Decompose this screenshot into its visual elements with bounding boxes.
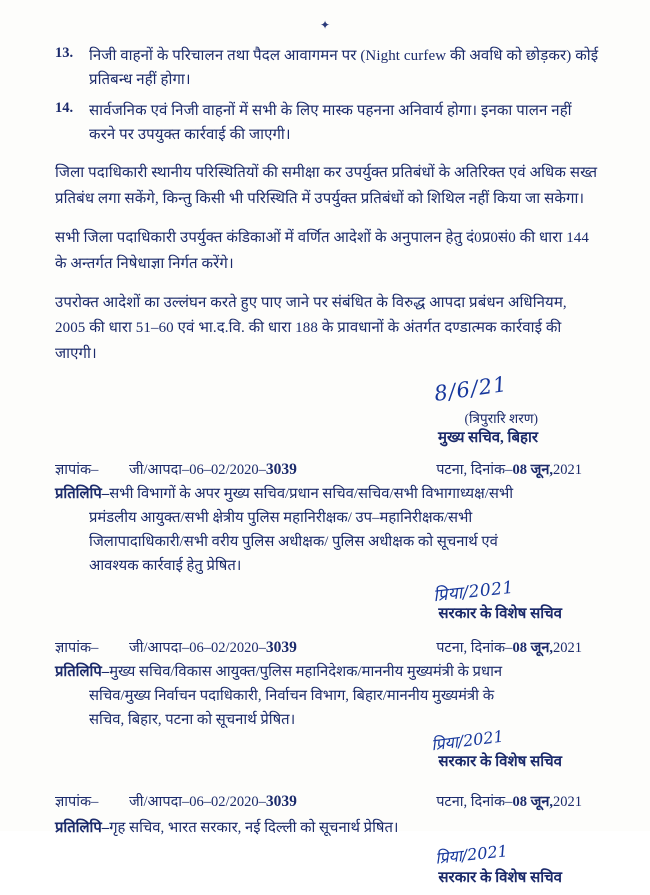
handwritten-signature: प्रिया/2021 <box>430 726 505 754</box>
copy-line: जिलापादाधिकारी/सभी वरीय पुलिस अधीक्षक/ पुलिस अधीक्षक को सूचनार्थ एवं <box>89 533 498 550</box>
list-item-number: 14. <box>55 99 74 116</box>
memo-place: पटना, दिनांक– <box>436 793 513 810</box>
memo-ref: जी/आपदा–06–02/2020– <box>129 639 266 656</box>
paragraph-review-restrictions: जिला पदाधिकारी स्थानीय परिस्थितियों की समीक्षा कर उपर्युक्त प्रतिबंधों के अतिरिक्त एवं अधिक सख्त प्रतिबंध लगा सकेंगे, किन्तु किसी भी परिस्थिति में उपर्युक्त प्रतिबंधों को शिथिल नहीं किया जा सकेगा। <box>55 165 598 207</box>
memo-place: पटना, दिनांक– <box>436 639 513 656</box>
paragraph-penalty: उपरोक्त आदेशों का उल्लंघन करते हुए पाए जाने पर संबंधित के विरुद्ध आपदा प्रबंधन अधिनियम, 2005 की धारा 51–60 एवं भा.द.वि. की धारा 188 के प्रावधानों के अंतर्गत दण्डात्मक कार्रवाई की जाएगी। <box>55 295 567 362</box>
copy-head: प्रतिलिपि– <box>55 663 110 680</box>
list-item <box>55 44 600 93</box>
memo-right <box>436 459 600 479</box>
memo-row <box>55 791 600 811</box>
paragraph-section-144: सभी जिला पदाधिकारी उपर्युक्त कंडिकाओं में वर्णित आदेशों के अनुपालन हेतु दं0प्र0सं0 की धारा 144 के अन्तर्गत निषेधाज्ञा निर्गत करेंगे। <box>55 230 590 272</box>
memo-left <box>55 637 297 657</box>
memo-signature-block <box>55 577 600 625</box>
memo-label: ज्ञापांक– <box>55 461 99 478</box>
memo-right <box>436 637 600 657</box>
memo-left <box>55 791 297 811</box>
list-item-text: सार्वजनिक एवं निजी वाहनों में सभी के लिए मास्क पहनना अनिवार्य होगा। इनका पालन नहीं करने पर उपयुक्त कार्रवाई की जाएगी। <box>89 102 572 143</box>
memo-number: 3039 <box>265 792 297 810</box>
copy-block <box>55 483 600 579</box>
memo-right <box>436 791 600 811</box>
handwritten-signature: 8/6/21 <box>433 371 510 406</box>
copy-line: गृह सचिव, भारत सरकार, नई दिल्ली को सूचनार्थ प्रेषित। <box>109 819 399 836</box>
signatory-designation: सरकार के विशेष सचिव <box>438 753 562 770</box>
memo-ref: जी/आपदा–06–02/2020– <box>129 461 266 478</box>
main-signature-block <box>55 371 600 447</box>
memo-number: 3039 <box>265 638 297 656</box>
list-item-text: निजी वाहनों के परिचालन तथा पैदल आवागमन पर (Night curfew की अवधि को छोड़कर) कोई प्रतिबन्ध नहीं होगा। <box>89 48 599 89</box>
document-content <box>55 44 600 895</box>
memo-date: 08 जून, <box>512 639 553 656</box>
memo-signature-block <box>55 840 600 895</box>
copy-head: प्रतिलिपि– <box>55 819 110 836</box>
handwritten-signature: प्रिया/2021 <box>434 840 509 868</box>
memo-place: पटना, दिनांक– <box>436 461 513 478</box>
signatory-title: मुख्य सचिव, बिहार <box>437 429 538 446</box>
memo-year: 2021 <box>553 793 582 810</box>
copy-block <box>55 661 600 733</box>
memo-left <box>55 459 297 479</box>
memo-row <box>55 459 600 479</box>
copy-line: सचिव, बिहार, पटना को सूचनार्थ प्रेषित। <box>89 711 296 728</box>
list-item <box>55 99 600 148</box>
copy-head: प्रतिलिपि– <box>55 485 110 502</box>
memo-date: 08 जून, <box>512 793 553 810</box>
memo-year: 2021 <box>553 639 582 656</box>
copy-line: मुख्य सचिव/विकास आयुक्त/पुलिस महानिदेशक/माननीय मुख्यमंत्री के प्रधान <box>109 663 503 680</box>
memo-row <box>55 637 600 657</box>
list-item-number: 13. <box>55 45 74 61</box>
memo-ref: जी/आपदा–06–02/2020– <box>129 793 266 810</box>
copy-line: सचिव/मुख्य निर्वाचन पदाधिकारी, निर्वाचन विभाग, बिहार/माननीय मुख्यमंत्री के <box>89 687 495 704</box>
signatory-designation: सरकार के विशेष सचिव <box>438 605 562 622</box>
memo-number: 3039 <box>265 460 297 478</box>
memo-label: ज्ञापांक– <box>55 793 99 810</box>
copy-block <box>55 817 600 837</box>
memo-signature-block <box>55 726 600 779</box>
page-top-mark: ✦ <box>319 18 331 32</box>
memo-year: 2021 <box>553 461 582 478</box>
memo-date: 08 जून, <box>512 461 553 478</box>
memo-label: ज्ञापांक– <box>55 639 99 656</box>
signatory-designation: सरकार के विशेष सचिव <box>438 869 562 886</box>
signatory-name: (त्रिपुरारि शरण) <box>464 410 538 426</box>
copy-line: सभी विभागों के अपर मुख्य सचिव/प्रधान सचिव/सचिव/सभी विभागाध्यक्ष/सभी <box>109 485 514 502</box>
copy-line: आवश्यक कार्रवाई हेतु प्रेषित। <box>89 557 242 574</box>
handwritten-signature: प्रिया/2021 <box>432 577 515 606</box>
copy-line: प्रमंडलीय आयुक्त/सभी क्षेत्रीय पुलिस महानिरीक्षक/ उप–महानिरीक्षक/सभी <box>89 509 473 526</box>
